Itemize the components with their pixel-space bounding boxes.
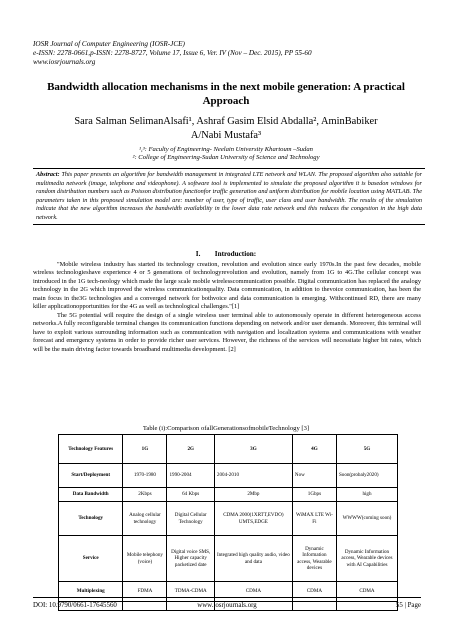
table-cell: 2Mbp xyxy=(214,488,292,502)
author-line-2: A/Nabi Mustafa³ xyxy=(190,130,262,141)
table-cell: 1970-1980 xyxy=(123,464,167,488)
abstract-text: This paper presents an algorithm for bandwidth management in integrated LTE network and WLAN. The proposed algorithm also suitable for multimedia network (image, telephone and videophone). A software tool is implemented to simulate the proposed algorithm it is basedon windows for random distribution numbers such as Poisson distribution functionfor traffic generation and uniform distribution for mobile location using MATLAB. The parameters taken in this proposed simulation model are: number of user, type of traffic, user class and user bandwidth. The results of the simulation indicate that the new algorithm increases the bandwidth availability in the lower data rate network and this reduces the congestion in the high data network. xyxy=(36,171,422,221)
table-header-cell: 4G xyxy=(292,435,336,464)
table-cell: WWWW(coming soon) xyxy=(336,502,397,536)
row-header-cell: Data Bandwidth xyxy=(59,488,123,502)
table-cell: Digital Cellular Technology xyxy=(167,502,214,536)
section-heading xyxy=(40,250,412,259)
row-header-cell: Multiplexing xyxy=(59,582,123,602)
abstract-box xyxy=(33,168,425,225)
author-list xyxy=(30,115,422,143)
table-cell: CDMA xyxy=(336,582,397,602)
table-cell: Dynamic Information access, Wearable devices with AI Capabilities xyxy=(336,536,397,582)
table-caption: Table (i):Comparison ofallGenerationsofmobileTechnology [3] xyxy=(142,425,310,432)
table-row xyxy=(59,536,398,582)
table-cell: CDMA 2000(1XRTT,EVDO) UMTS,EDGE xyxy=(214,502,292,536)
generations-table xyxy=(58,434,398,611)
section-number: I. xyxy=(195,250,201,258)
table-cell: Now xyxy=(292,464,336,488)
abstract-label: Abstract: xyxy=(36,171,60,178)
footer-site: www.iosrjournals.org xyxy=(197,602,257,609)
author-line-1: Sara Salman SelimanAlsafi¹, Ashraf Gasim Elsid Abdalla², AminBabiker xyxy=(74,116,378,127)
footer-page-number: 55 | Page xyxy=(395,602,421,609)
table-cell: 2Kbps xyxy=(123,488,167,502)
table-cell: 2004-2010 xyxy=(214,464,292,488)
journal-name: IOSR Journal of Computer Engineering (IOSR-JCE) xyxy=(33,40,185,48)
table-header-cell: 1G xyxy=(123,435,167,464)
table-cell: WiMAX LTE Wi-Fi xyxy=(292,502,336,536)
row-header-cell: Start/Deployment xyxy=(59,464,123,488)
table-row xyxy=(59,464,398,488)
paper-title: Bandwidth allocation mechanisms in the next mobile generation: A practical Approach xyxy=(47,81,405,107)
table-cell: Dynamic Information access, Wearable devices xyxy=(292,536,336,582)
paragraph-2: The 5G potential will require the design of a single wireless user terminal able to autonomously operate in different heterogeneous access networks.A fully reconfigurable terminal changes its communication functions depending on network and/or user demands. Moreover, this terminal will have to exploit various surrounding information such as communication with navigation and localization systems and communications with weather forecast and emergency systems in order to provide richer user services. However, the richness of the services will necessitate higher bit rates, which will be the main driving factor towards broadband multimedia development. [2] xyxy=(33,311,421,353)
table-header-cell: 5G xyxy=(336,435,397,464)
affiliation-2: ²: College of Engineering-Sudan University of Science and Technology xyxy=(132,154,320,162)
table-cell: 1990-2004 xyxy=(167,464,214,488)
table-cell: Soon(probaly2020) xyxy=(336,464,397,488)
introduction-body xyxy=(33,261,421,354)
table-cell: FDMA xyxy=(123,582,167,602)
affiliations xyxy=(40,146,412,162)
paragraph-1: "Mobile wireless industry has started its technology creation, revolution and evolution since early 1970s.In the past few decades, mobile wireless technologieshave experience 4 or 5 generations of technologyrevolution and evolution, namely from 1G to 4G.The cellular concept was introduced in the 1G tech-neology which made the large scale mobile wirelesscommunication possible. Digital communication has replaced the analogy technology in the 2G which improved the wireless communicationquality. Data communication, in addition to thevoice communication, has been the main focus in the3G technologies and a converged network for bothvoice and data communication is emerging. Withcontinued RD, there are many killer applicationopportunities for the 4G as well as technological challenges."[1] xyxy=(33,261,421,311)
table-cell: Mobile telephony (voice) xyxy=(123,536,167,582)
affiliation-1: ¹,³: Faculty of Engineering- Neelain University Khartoum –Sudan xyxy=(139,146,313,153)
table-cell: Digital voice SMS, Higher capacity packetized date xyxy=(167,536,214,582)
table-cell: CDMA xyxy=(292,582,336,602)
table-row xyxy=(59,502,398,536)
table-cell: Integrated high quality audio, video and data xyxy=(214,536,292,582)
table-header-cell: Technology Features xyxy=(59,435,123,464)
table-header-cell: 2G xyxy=(167,435,214,464)
table-cell: CDMA xyxy=(214,582,292,602)
table-cell: TDMA-CDMA xyxy=(167,582,214,602)
table-header-row xyxy=(59,435,398,464)
page-footer xyxy=(33,597,421,609)
section-title: Introduction: xyxy=(214,250,257,258)
row-header-cell: Service xyxy=(59,536,123,582)
table-header-cell: 3G xyxy=(214,435,292,464)
journal-site: www.iosrjournals.org xyxy=(33,58,96,66)
journal-header xyxy=(33,40,312,67)
table-cell: high xyxy=(336,488,397,502)
table-row xyxy=(59,488,398,502)
table-cell: 1Gbps xyxy=(292,488,336,502)
row-header-cell: Technology xyxy=(59,502,123,536)
table-cell: Analog cellular technology xyxy=(123,502,167,536)
table-cell: 64 Kbps xyxy=(167,488,214,502)
footer-doi: DOI: 10.9790/0661-17645560 xyxy=(33,602,117,609)
journal-issn: e-ISSN: 2278-0661,p-ISSN: 2278-8727, Volume 17, Issue 6, Ver. IV (Nov – Dec. 2015), PP 55-60 xyxy=(33,49,312,57)
